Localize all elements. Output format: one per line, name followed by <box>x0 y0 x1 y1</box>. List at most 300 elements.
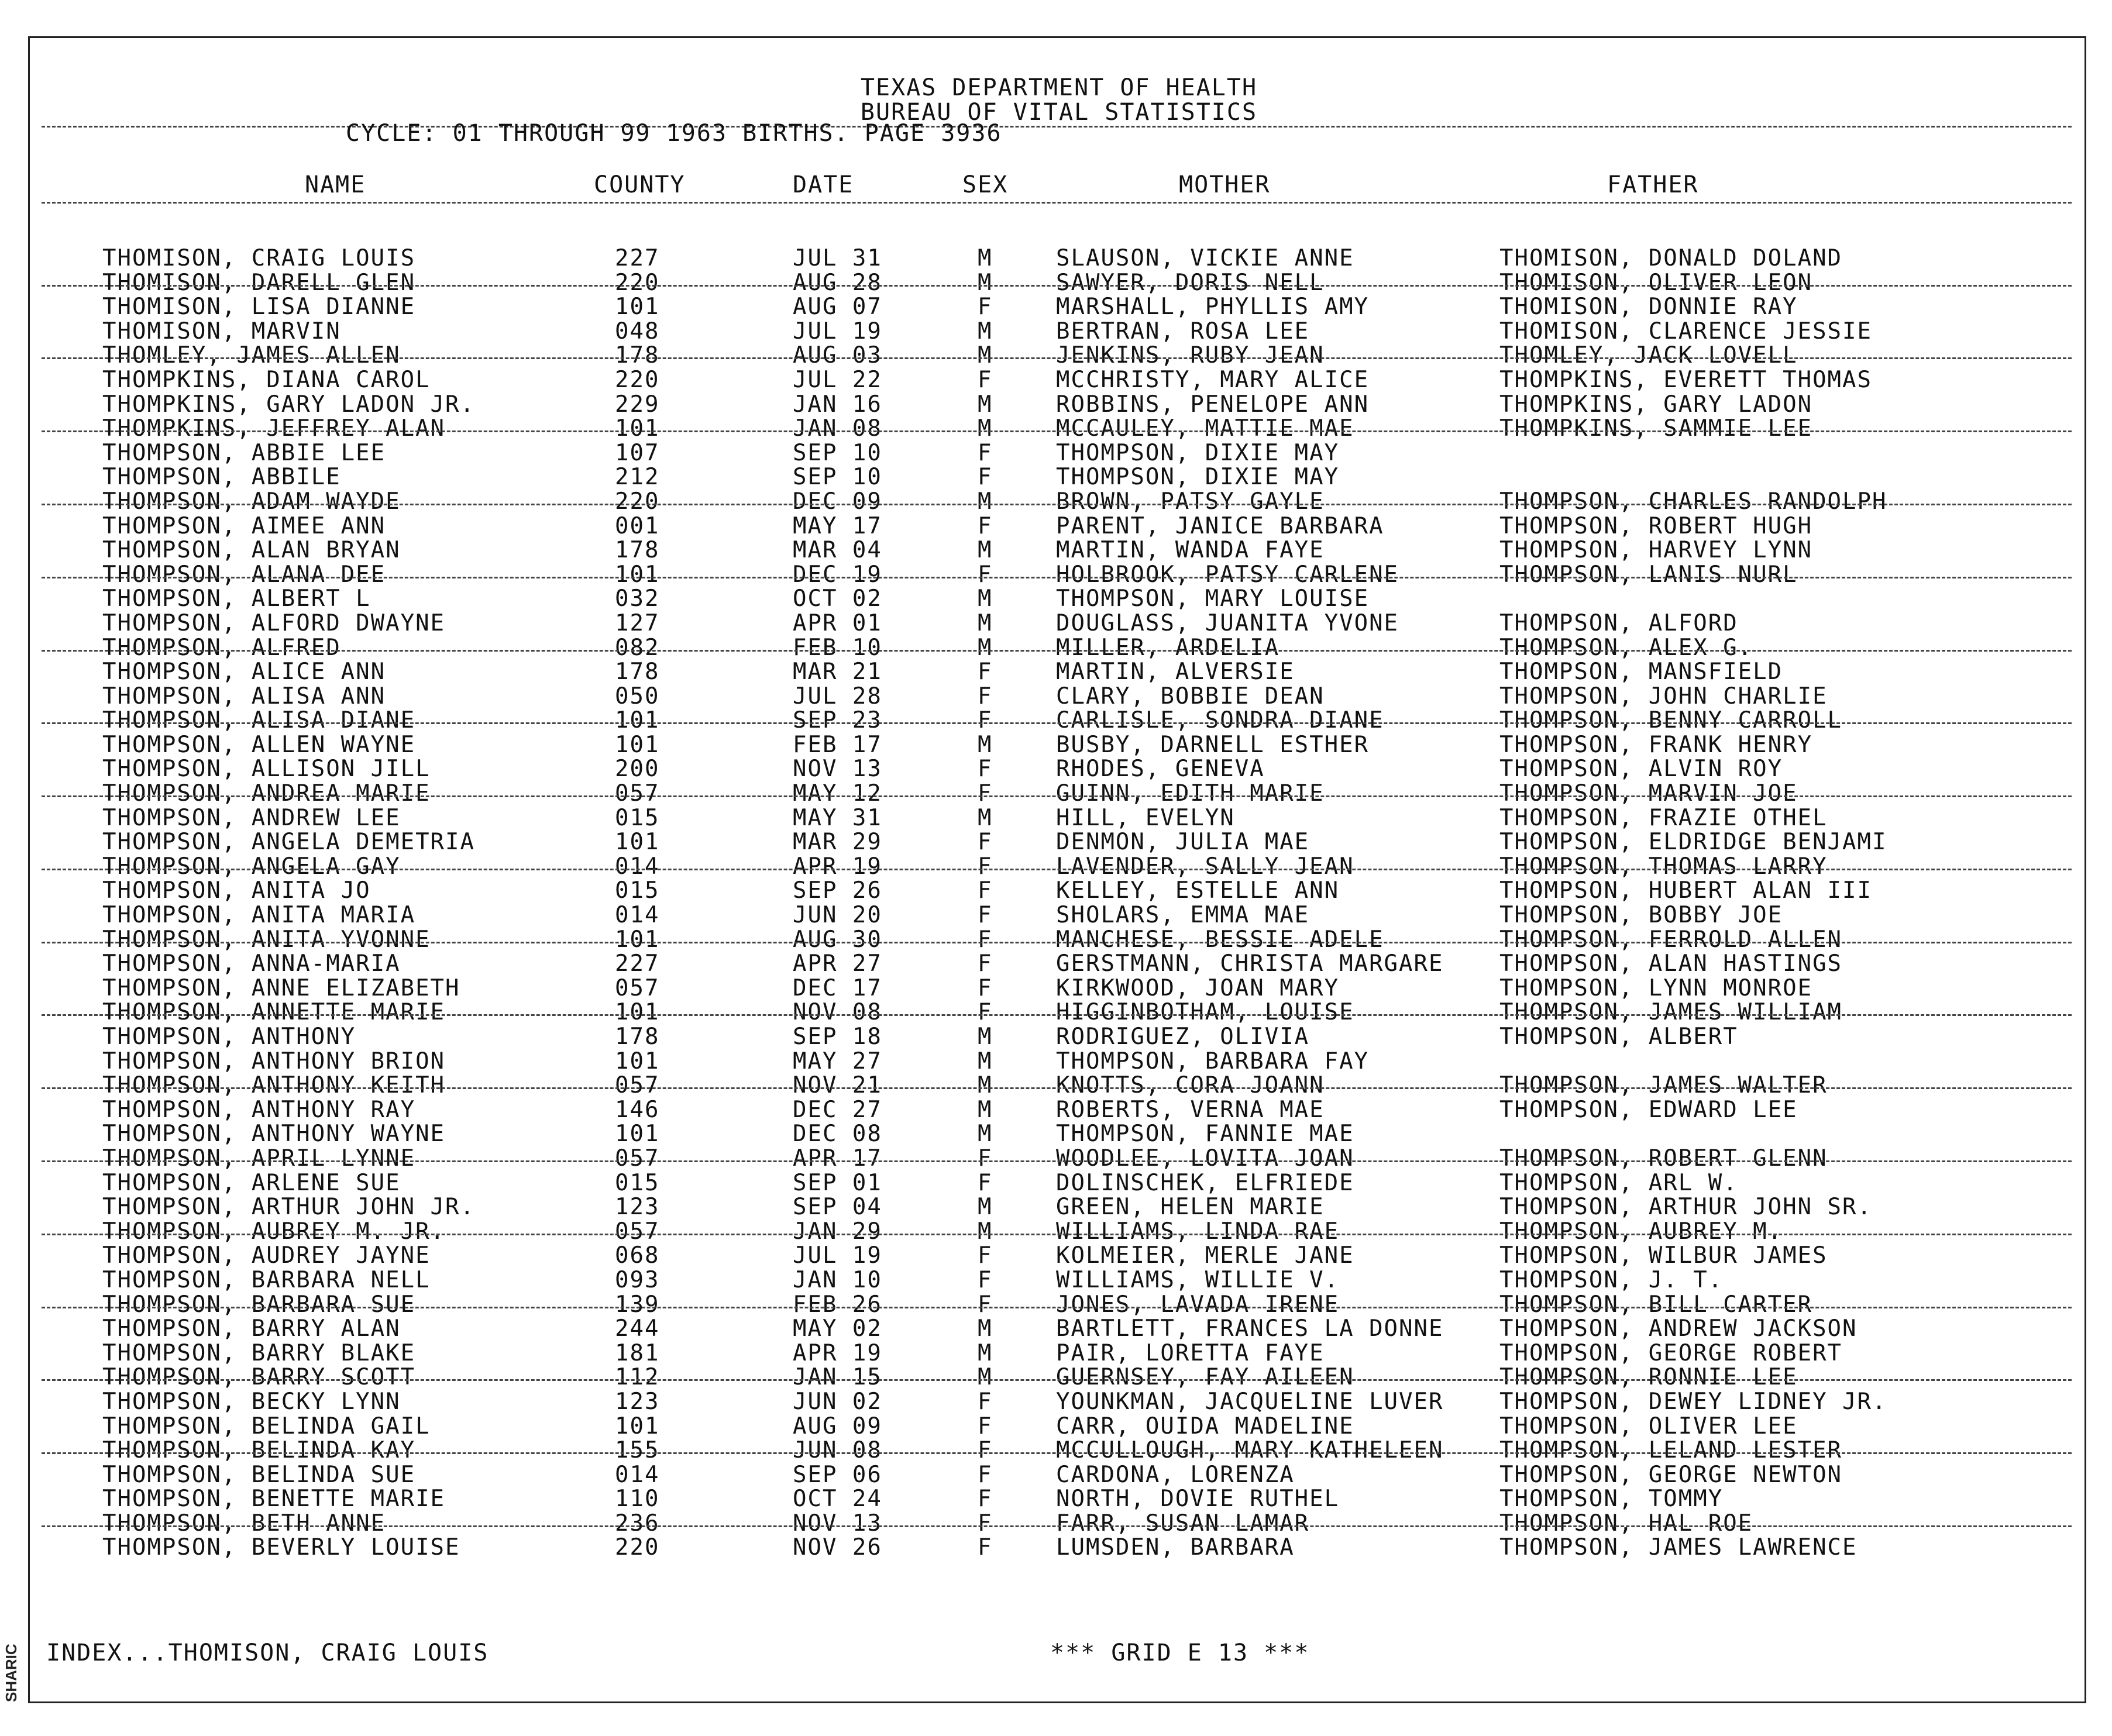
table-row <box>30 928 2088 952</box>
cell-name: THOMISON, DARELL GLEN <box>102 269 416 296</box>
cell-date: MAY 17 <box>793 512 882 539</box>
cell-mother: LUMSDEN, BARBARA <box>1056 1534 1295 1561</box>
column-header-county: COUNTY <box>594 171 686 198</box>
cell-county: 220 <box>615 1534 660 1561</box>
table-row <box>30 1487 2088 1511</box>
cell-name: THOMPSON, ANITA YVONNE <box>102 926 431 953</box>
cell-sex: F <box>978 1461 993 1488</box>
table-row <box>30 830 2088 855</box>
cell-date: JAN 08 <box>793 415 882 442</box>
table-row <box>30 660 2088 684</box>
cell-name: THOMPSON, ANTHONY RAY <box>102 1096 416 1123</box>
cell-county: 015 <box>615 804 660 831</box>
cell-name: THOMPKINS, JEFFREY ALAN <box>102 415 446 442</box>
cell-date: APR 19 <box>793 1339 882 1366</box>
cell-mother: NORTH, DOVIE RUTHEL <box>1056 1486 1340 1513</box>
cell-mother: GERSTMANN, CHRISTA MARGARE <box>1056 950 1444 977</box>
table-row <box>30 1220 2088 1244</box>
cell-county: 139 <box>615 1291 660 1318</box>
cell-name: THOMPSON, ANTHONY WAYNE <box>102 1121 446 1148</box>
cell-mother: DENMON, JULIA MAE <box>1056 829 1310 856</box>
cell-name: THOMPSON, ANGELA GAY <box>102 853 401 880</box>
cell-sex: F <box>978 683 993 709</box>
table-row <box>30 514 2088 539</box>
cell-sex: M <box>978 415 993 442</box>
cell-date: JUL 19 <box>793 318 882 345</box>
column-header-name: NAME <box>305 171 366 198</box>
cell-county: 101 <box>615 707 660 734</box>
cell-county: 015 <box>615 1169 660 1196</box>
cell-county: 178 <box>615 659 660 686</box>
cell-date: DEC 09 <box>793 488 882 515</box>
cell-county: 227 <box>615 245 660 271</box>
header-cycle: CYCLE: 01 THROUGH 99 1963 BIRTHS. PAGE 3936 <box>346 120 1002 147</box>
cell-date: JAN 10 <box>793 1266 882 1293</box>
cell-name: THOMPSON, ALISA ANN <box>102 683 386 709</box>
cell-mother: PAIR, LORETTA FAYE <box>1056 1339 1325 1366</box>
cell-name: THOMLEY, JAMES ALLEN <box>102 342 401 369</box>
cell-sex: F <box>978 780 993 807</box>
cell-sex: M <box>978 1364 993 1391</box>
cell-name: THOMPSON, ANTHONY KEITH <box>102 1072 446 1099</box>
cell-mother: BARTLETT, FRANCES LA DONNE <box>1056 1315 1444 1342</box>
cell-county: 227 <box>615 950 660 977</box>
table-row <box>30 1341 2088 1366</box>
cell-mother: MARTIN, ALVERSIE <box>1056 659 1295 686</box>
cell-county: 155 <box>615 1437 660 1464</box>
cell-sex: M <box>978 585 993 612</box>
cell-county: 032 <box>615 585 660 612</box>
cell-mother: FARR, SUSAN LAMAR <box>1056 1510 1310 1537</box>
cell-sex: F <box>978 1291 993 1318</box>
cell-name: THOMPSON, ARTHUR JOHN JR. <box>102 1194 475 1221</box>
cell-date: JAN 16 <box>793 391 882 418</box>
cell-father: THOMPSON, ALFORD <box>1499 609 1738 636</box>
table-row <box>30 1122 2088 1146</box>
cell-father: THOMISON, DONNIE RAY <box>1499 294 1798 321</box>
table-row <box>30 855 2088 879</box>
cell-name: THOMPSON, BENETTE MARIE <box>102 1486 446 1513</box>
table-row <box>30 611 2088 636</box>
cell-county: 178 <box>615 537 660 564</box>
cell-sex: F <box>978 926 993 953</box>
cell-name: THOMPSON, ALANA DEE <box>102 561 386 588</box>
cell-sex: F <box>978 756 993 783</box>
cell-county: 057 <box>615 1072 660 1099</box>
cell-mother: THOMPSON, DIXIE MAY <box>1056 439 1340 466</box>
table-row <box>30 1025 2088 1049</box>
table-row <box>30 1073 2088 1098</box>
cell-sex: M <box>978 1072 993 1099</box>
cell-date: MAY 31 <box>793 804 882 831</box>
table-row <box>30 708 2088 733</box>
cell-name: THOMPSON, ALBERT L <box>102 585 371 612</box>
cell-county: 015 <box>615 877 660 904</box>
cell-sex: F <box>978 853 993 880</box>
cell-sex: F <box>978 464 993 491</box>
cell-mother: MCCAULEY, MATTIE MAE <box>1056 415 1354 442</box>
cell-name: THOMPSON, ALICE ANN <box>102 659 386 686</box>
cell-father: THOMPSON, J. T. <box>1499 1266 1724 1293</box>
cell-county: 101 <box>615 999 660 1026</box>
cell-date: NOV 13 <box>793 1510 882 1537</box>
cell-name: THOMPSON, ANITA JO <box>102 877 371 904</box>
cell-name: THOMISON, CRAIG LOUIS <box>102 245 416 271</box>
table-row <box>30 1390 2088 1414</box>
table-row <box>30 757 2088 781</box>
cell-father: THOMPSON, MARVIN JOE <box>1499 780 1798 807</box>
cell-father: THOMPSON, GEORGE ROBERT <box>1499 1339 1843 1366</box>
cell-name: THOMPSON, ANTHONY <box>102 1024 356 1050</box>
cell-father: THOMPSON, ALAN HASTINGS <box>1499 950 1843 977</box>
cell-sex: F <box>978 1266 993 1293</box>
cell-mother: SHOLARS, EMMA MAE <box>1056 902 1310 929</box>
table-row <box>30 1365 2088 1390</box>
cell-father: THOMPSON, DEWEY LIDNEY JR. <box>1499 1388 1887 1415</box>
cell-mother: KOLMEIER, MERLE JANE <box>1056 1242 1354 1269</box>
records-table <box>30 246 2088 1560</box>
cell-county: 101 <box>615 294 660 321</box>
cell-name: THOMPSON, BETH ANNE <box>102 1510 386 1537</box>
cell-father: THOMPSON, ALVIN ROY <box>1499 756 1783 783</box>
cell-sex: F <box>978 950 993 977</box>
cell-county: 220 <box>615 366 660 393</box>
cell-sex: F <box>978 1437 993 1464</box>
table-row <box>30 1244 2088 1268</box>
cell-date: FEB 17 <box>793 731 882 758</box>
table-row <box>30 1049 2088 1074</box>
cell-mother: PARENT, JANICE BARBARA <box>1056 512 1384 539</box>
column-header-divider <box>42 202 2072 204</box>
cell-name: THOMPSON, AUBREY M. JR. <box>102 1218 446 1245</box>
cell-mother: WILLIAMS, LINDA RAE <box>1056 1218 1340 1245</box>
cell-father: THOMPSON, FRANK HENRY <box>1499 731 1813 758</box>
table-row <box>30 1535 2088 1560</box>
cell-mother: THOMPSON, MARY LOUISE <box>1056 585 1370 612</box>
cell-sex: F <box>978 829 993 856</box>
cell-sex: M <box>978 1096 993 1123</box>
table-row <box>30 1414 2088 1439</box>
cell-sex: F <box>978 1169 993 1196</box>
cell-father: THOMPSON, BOBBY JOE <box>1499 902 1783 929</box>
cell-date: DEC 08 <box>793 1121 882 1148</box>
cell-date: OCT 02 <box>793 585 882 612</box>
cell-date: SEP 23 <box>793 707 882 734</box>
cell-father: THOMPSON, FERROLD ALLEN <box>1499 926 1843 953</box>
cell-county: 236 <box>615 1510 660 1537</box>
cell-county: 068 <box>615 1242 660 1269</box>
cell-mother: MCCULLOUGH, MARY KATHELEEN <box>1056 1437 1444 1464</box>
cell-name: THOMPSON, ABBIE LEE <box>102 439 386 466</box>
cell-mother: KNOTTS, CORA JOANN <box>1056 1072 1325 1099</box>
cell-county: 181 <box>615 1339 660 1366</box>
cell-date: AUG 09 <box>793 1413 882 1439</box>
cell-date: SEP 04 <box>793 1194 882 1221</box>
cell-county: 057 <box>615 780 660 807</box>
cell-father: THOMPSON, ROBERT HUGH <box>1499 512 1813 539</box>
cell-name: THOMPSON, ALISA DIANE <box>102 707 416 734</box>
cell-county: 244 <box>615 1315 660 1342</box>
cell-father: THOMPKINS, EVERETT THOMAS <box>1499 366 1872 393</box>
cell-father: THOMPSON, ARTHUR JOHN SR. <box>1499 1194 1872 1221</box>
cell-county: 001 <box>615 512 660 539</box>
cell-date: JAN 15 <box>793 1364 882 1391</box>
cell-mother: KIRKWOOD, JOAN MARY <box>1056 974 1340 1001</box>
cell-sex: F <box>978 1534 993 1561</box>
cell-mother: MARSHALL, PHYLLIS AMY <box>1056 294 1370 321</box>
cell-sex: M <box>978 318 993 345</box>
cell-date: MAY 12 <box>793 780 882 807</box>
column-header-father: FATHER <box>1607 171 1699 198</box>
cell-father: THOMISON, DONALD DOLAND <box>1499 245 1843 271</box>
table-row <box>30 1000 2088 1025</box>
cell-sex: M <box>978 1121 993 1148</box>
cell-date: JUL 28 <box>793 683 882 709</box>
cell-father: THOMPSON, BILL CARTER <box>1499 1291 1813 1318</box>
cell-date: AUG 30 <box>793 926 882 953</box>
cell-mother: JENKINS, RUBY JEAN <box>1056 342 1325 369</box>
cell-county: 014 <box>615 1461 660 1488</box>
cell-mother: CARR, OUIDA MADELINE <box>1056 1413 1354 1439</box>
cell-mother: THOMPSON, DIXIE MAY <box>1056 464 1340 491</box>
cell-father: THOMPSON, JOHN CHARLIE <box>1499 683 1828 709</box>
cell-sex: F <box>978 561 993 588</box>
cell-mother: HIGGINBOTHAM, LOUISE <box>1056 999 1354 1026</box>
cell-date: JUL 19 <box>793 1242 882 1269</box>
cell-sex: F <box>978 659 993 686</box>
cell-name: THOMPSON, AUDREY JAYNE <box>102 1242 431 1269</box>
cell-father: THOMPSON, JAMES LAWRENCE <box>1499 1534 1858 1561</box>
cell-father: THOMPSON, ALEX G. <box>1499 634 1753 661</box>
cell-date: JUN 20 <box>793 902 882 929</box>
table-row <box>30 1146 2088 1171</box>
cell-county: 014 <box>615 853 660 880</box>
cell-sex: M <box>978 804 993 831</box>
cell-father: THOMPSON, FRAZIE OTHEL <box>1499 804 1828 831</box>
cell-county: 178 <box>615 1024 660 1050</box>
cell-sex: M <box>978 1218 993 1245</box>
cell-sex: M <box>978 488 993 515</box>
table-row <box>30 441 2088 466</box>
cell-mother: LAVENDER, SALLY JEAN <box>1056 853 1354 880</box>
table-row <box>30 271 2088 295</box>
side-label: SHARIC <box>2 1644 20 1702</box>
cell-mother: SLAUSON, VICKIE ANNE <box>1056 245 1354 271</box>
cell-date: MAR 04 <box>793 537 882 564</box>
table-row <box>30 1171 2088 1196</box>
cell-date: FEB 26 <box>793 1291 882 1318</box>
cell-father: THOMPSON, TOMMY <box>1499 1486 1724 1513</box>
table-row <box>30 684 2088 709</box>
cell-sex: F <box>978 707 993 734</box>
table-row <box>30 319 2088 344</box>
cell-date: SEP 10 <box>793 464 882 491</box>
column-header-date: DATE <box>793 171 854 198</box>
cell-name: THOMPSON, ANDREA MARIE <box>102 780 431 807</box>
cell-date: JUN 08 <box>793 1437 882 1464</box>
cell-county: 146 <box>615 1096 660 1123</box>
cell-date: AUG 28 <box>793 269 882 296</box>
cell-sex: F <box>978 1413 993 1439</box>
cell-name: THOMPKINS, GARY LADON JR. <box>102 391 475 418</box>
cell-name: THOMPSON, ANNE ELIZABETH <box>102 974 460 1001</box>
cell-date: DEC 27 <box>793 1096 882 1123</box>
cell-father: THOMPSON, JAMES WILLIAM <box>1499 999 1843 1026</box>
cell-county: 101 <box>615 1048 660 1074</box>
cell-sex: M <box>978 609 993 636</box>
cell-county: 123 <box>615 1388 660 1415</box>
cell-father: THOMPSON, EDWARD LEE <box>1499 1096 1798 1123</box>
table-row <box>30 976 2088 1001</box>
cell-sex: M <box>978 1024 993 1050</box>
cell-mother: MILLER, ARDELIA <box>1056 634 1280 661</box>
table-row <box>30 1293 2088 1317</box>
cell-date: DEC 19 <box>793 561 882 588</box>
column-header-sex: SEX <box>962 171 1009 198</box>
footer-grid: *** GRID E 13 *** <box>1050 1639 1310 1666</box>
cell-county: 220 <box>615 269 660 296</box>
cell-mother: CLARY, BOBBIE DEAN <box>1056 683 1325 709</box>
table-row <box>30 490 2088 514</box>
table-row <box>30 587 2088 611</box>
table-row <box>30 781 2088 806</box>
cell-name: THOMPSON, ARLENE SUE <box>102 1169 401 1196</box>
cell-county: 220 <box>615 488 660 515</box>
cell-father: THOMPSON, AUBREY M. <box>1499 1218 1783 1245</box>
cell-father: THOMPSON, LELAND LESTER <box>1499 1437 1843 1464</box>
cell-mother: GREEN, HELEN MARIE <box>1056 1194 1325 1221</box>
cell-mother: DOLINSCHEK, ELFRIEDE <box>1056 1169 1354 1196</box>
cell-date: FEB 10 <box>793 634 882 661</box>
table-row <box>30 636 2088 660</box>
cell-date: OCT 24 <box>793 1486 882 1513</box>
cell-sex: F <box>978 1510 993 1537</box>
cell-name: THOMPSON, ALAN BRYAN <box>102 537 401 564</box>
cell-sex: F <box>978 294 993 321</box>
cell-sex: F <box>978 1388 993 1415</box>
cell-mother: THOMPSON, BARBARA FAY <box>1056 1048 1370 1074</box>
cell-name: THOMPKINS, DIANA CAROL <box>102 366 431 393</box>
cell-sex: M <box>978 634 993 661</box>
cell-date: AUG 03 <box>793 342 882 369</box>
cell-sex: M <box>978 269 993 296</box>
cell-sex: M <box>978 391 993 418</box>
table-row <box>30 1268 2088 1293</box>
cell-county: 101 <box>615 1413 660 1439</box>
cell-date: SEP 10 <box>793 439 882 466</box>
table-row <box>30 343 2088 368</box>
cell-county: 212 <box>615 464 660 491</box>
table-row <box>30 1098 2088 1122</box>
cell-county: 229 <box>615 391 660 418</box>
table-row <box>30 879 2088 903</box>
cell-father: THOMPSON, OLIVER LEE <box>1499 1413 1798 1439</box>
cell-name: THOMPSON, ADAM WAYDE <box>102 488 401 515</box>
cell-date: APR 17 <box>793 1145 882 1172</box>
cell-date: JUL 31 <box>793 245 882 271</box>
cell-mother: GUINN, EDITH MARIE <box>1056 780 1325 807</box>
cell-county: 107 <box>615 439 660 466</box>
cell-sex: M <box>978 1194 993 1221</box>
cell-father: THOMPSON, ALBERT <box>1499 1024 1738 1050</box>
cell-mother: BUSBY, DARNELL ESTHER <box>1056 731 1370 758</box>
cell-mother: HOLBROOK, PATSY CARLENE <box>1056 561 1399 588</box>
cell-sex: F <box>978 1145 993 1172</box>
cell-sex: F <box>978 999 993 1026</box>
cell-date: MAR 21 <box>793 659 882 686</box>
cell-mother: HILL, EVELYN <box>1056 804 1235 831</box>
cell-father: THOMISON, CLARENCE JESSIE <box>1499 318 1872 345</box>
cell-county: 127 <box>615 609 660 636</box>
cell-name: THOMPSON, ANNA-MARIA <box>102 950 401 977</box>
cell-father: THOMPSON, HUBERT ALAN III <box>1499 877 1872 904</box>
cell-county: 101 <box>615 1121 660 1148</box>
table-row <box>30 392 2088 417</box>
cell-date: JUL 22 <box>793 366 882 393</box>
cell-county: 057 <box>615 1218 660 1245</box>
cell-sex: F <box>978 974 993 1001</box>
cell-county: 101 <box>615 731 660 758</box>
table-row <box>30 1195 2088 1220</box>
cell-county: 110 <box>615 1486 660 1513</box>
cell-mother: WILLIAMS, WILLIE V. <box>1056 1266 1340 1293</box>
footer-index: INDEX...THOMISON, CRAIG LOUIS <box>46 1639 489 1666</box>
cell-mother: BERTRAN, ROSA LEE <box>1056 318 1310 345</box>
cell-mother: DOUGLASS, JUANITA YVONE <box>1056 609 1399 636</box>
cell-county: 048 <box>615 318 660 345</box>
cell-name: THOMPSON, ABBILE <box>102 464 341 491</box>
table-row <box>30 1511 2088 1536</box>
cell-father: THOMPKINS, GARY LADON <box>1499 391 1813 418</box>
cell-name: THOMPSON, APRIL LYNNE <box>102 1145 416 1172</box>
column-header-mother: MOTHER <box>1179 171 1271 198</box>
table-row <box>30 538 2088 563</box>
table-row <box>30 246 2088 271</box>
cell-sex: F <box>978 1242 993 1269</box>
cell-mother: THOMPSON, FANNIE MAE <box>1056 1121 1354 1148</box>
table-row <box>30 465 2088 490</box>
cell-father: THOMPSON, WILBUR JAMES <box>1499 1242 1828 1269</box>
cell-father: THOMPSON, ANDREW JACKSON <box>1499 1315 1858 1342</box>
document-sheet <box>28 36 2086 1703</box>
cell-father: THOMPSON, RONNIE LEE <box>1499 1364 1798 1391</box>
cell-county: 101 <box>615 829 660 856</box>
cell-father: THOMPSON, ARL W. <box>1499 1169 1738 1196</box>
cell-name: THOMPSON, ANITA MARIA <box>102 902 416 929</box>
cell-date: SEP 26 <box>793 877 882 904</box>
cell-date: APR 27 <box>793 950 882 977</box>
cell-date: MAY 27 <box>793 1048 882 1074</box>
cell-date: SEP 06 <box>793 1461 882 1488</box>
cell-father: THOMPKINS, SAMMIE LEE <box>1499 415 1813 442</box>
table-row <box>30 563 2088 587</box>
cell-mother: CARDONA, LORENZA <box>1056 1461 1295 1488</box>
cell-sex: M <box>978 537 993 564</box>
cell-date: AUG 07 <box>793 294 882 321</box>
cell-county: 057 <box>615 974 660 1001</box>
cell-sex: M <box>978 1315 993 1342</box>
cell-mother: RHODES, GENEVA <box>1056 756 1265 783</box>
cell-date: MAY 02 <box>793 1315 882 1342</box>
cell-father: THOMLEY, JACK LOVELL <box>1499 342 1798 369</box>
cell-date: SEP 18 <box>793 1024 882 1050</box>
cell-sex: M <box>978 245 993 271</box>
cell-county: 082 <box>615 634 660 661</box>
cell-mother: JONES, LAVADA IRENE <box>1056 1291 1340 1318</box>
cell-county: 178 <box>615 342 660 369</box>
cell-sex: M <box>978 731 993 758</box>
cell-mother: CARLISLE, SONDRA DIANE <box>1056 707 1384 734</box>
